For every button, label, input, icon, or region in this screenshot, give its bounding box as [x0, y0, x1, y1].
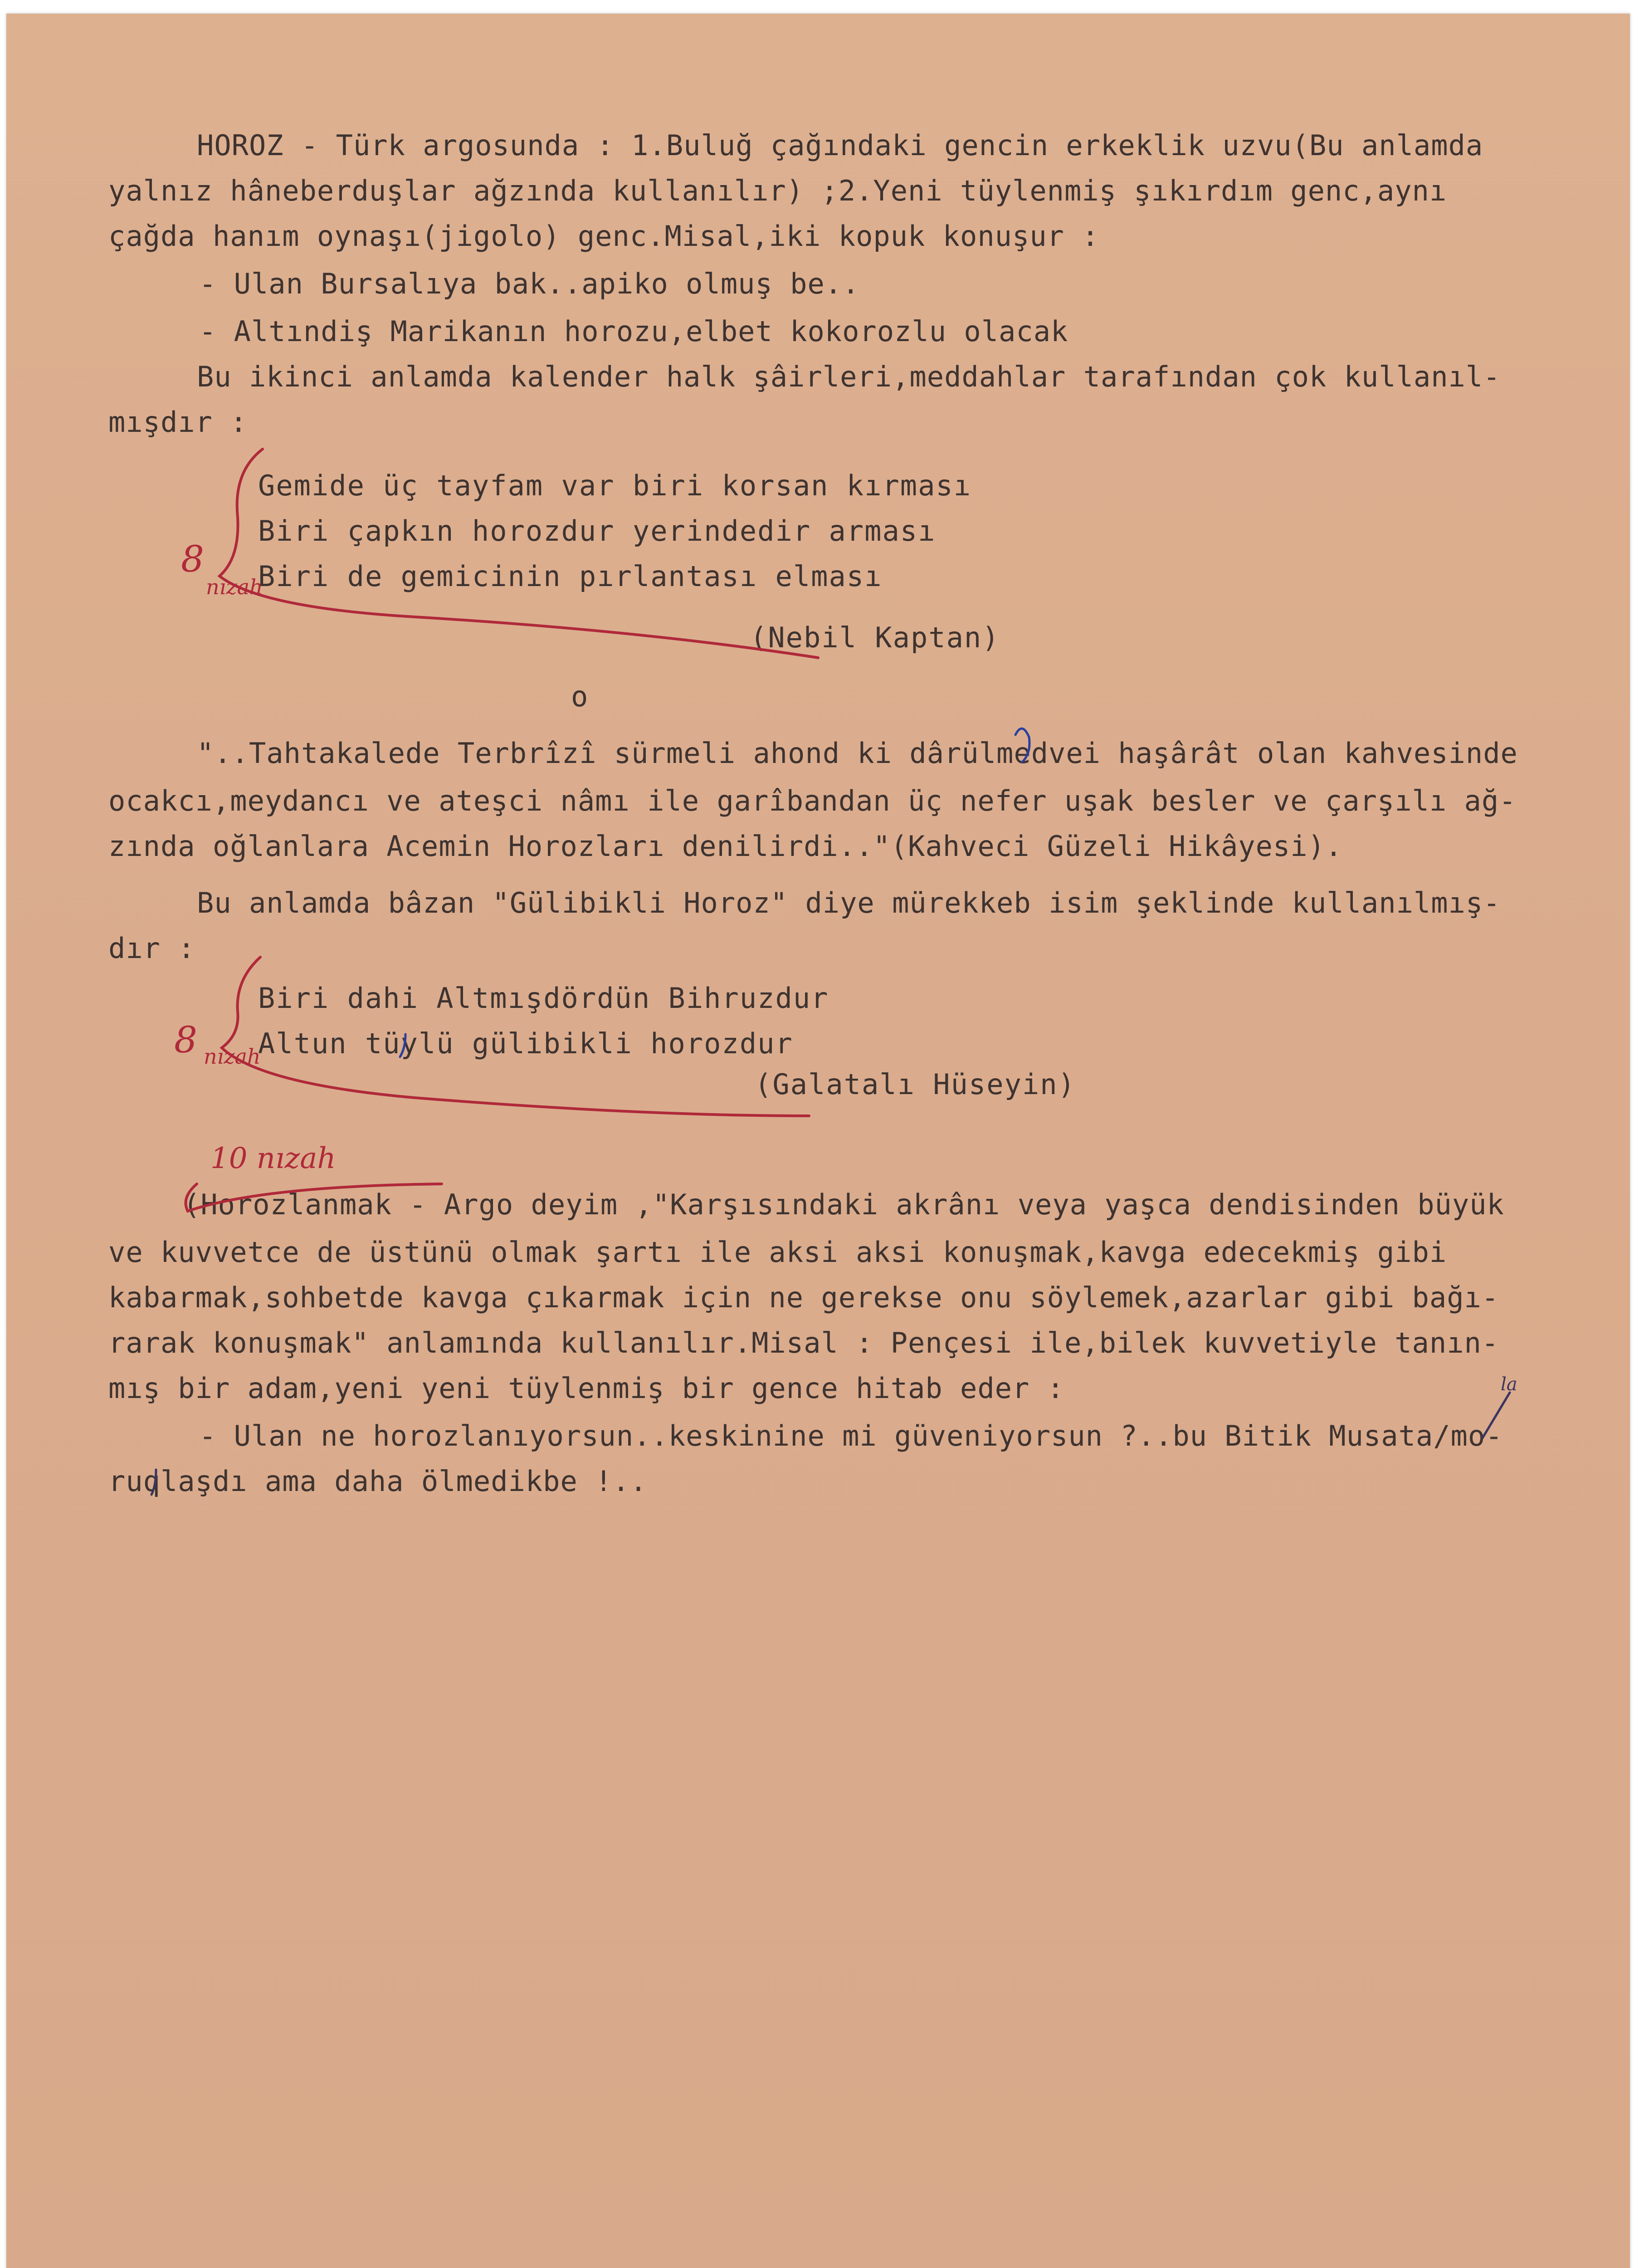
entry2-line-5: mış bir adam,yeni yeni tüylenmiş bir gence hitab eder :: [108, 1372, 1064, 1405]
entry2-line-6: - Ulan ne horozlanıyorsun..keskinine mi güveniyorsun ?..bu Bitik Musata/mo-: [199, 1419, 1503, 1452]
poem2-red-note: nızah: [204, 1044, 261, 1069]
poem2-red-bracket: [222, 957, 809, 1116]
poem2-line-2: Altun tüylü gülibikli horozdur: [258, 1027, 793, 1060]
poem1-line-1: Gemide üç tayfam var biri korsan kırması: [258, 469, 972, 502]
blue-insert-note: la: [1501, 1374, 1517, 1395]
blue-underline-mark: [400, 1034, 405, 1057]
entry2-line-4: rarak konuşmak" anlamında kullanılır.Misal : Pençesi ile,bilek kuvvetiyle tanın-: [108, 1326, 1499, 1359]
entry-line-6: Bu ikinci anlamda kalender halk şâirleri,meddahlar tarafından çok kullanıl-: [197, 360, 1501, 393]
entry2-red-note: 10 nızah: [210, 1142, 336, 1175]
poem1-line-2: Biri çapkın horozdur yerindedir arması: [258, 514, 936, 547]
blue-correction-mark: [1015, 728, 1029, 762]
entry-line-2: yalnız hâneberduşlar ağzında kullanılır) ;2.Yeni tüylenmiş şıkırdım genc,aynı: [108, 174, 1447, 207]
blue-slash-mark: [1483, 1393, 1510, 1438]
editorial-marks: [6, 14, 1630, 2268]
poem1-red-bracket: [220, 449, 818, 658]
entry2-line-2: ve kuvvetce de üstünü olmak şartı ile aksi aksi konuşmak,kavga edecekmiş gibi: [108, 1236, 1447, 1269]
entry2-line-1: (Horozlanmak - Argo deyim ,"Karşısındaki akrânı veya yaşca dendisinden büyük: [183, 1188, 1504, 1221]
para2-line-1: Bu anlamda bâzan "Gülibikli Horoz" diye mürekkeb isim şeklinde kullanılmış-: [197, 886, 1501, 919]
poem1-attribution: (Nebil Kaptan): [750, 621, 1000, 654]
paper-sheet: [6, 14, 1630, 2268]
para2-line-2: dır :: [108, 932, 195, 965]
entry2-red-bracket: [186, 1184, 442, 1211]
entry-line-3: çağda hanım oynaşı(jigolo) genc.Misal,iki kopuk konuşur :: [108, 220, 1099, 253]
entry2-line-7: ruqlaşdı ama daha ölmedikbe !..: [108, 1465, 648, 1498]
quote-line-3: zında oğlanlara Acemin Horozları denilirdi.."(Kahveci Güzeli Hikâyesi).: [108, 830, 1343, 863]
quote-line-2: ocakcı,meydancı ve ateşci nâmı ile garîbandan üç nefer uşak besler ve çarşılı ağ-: [108, 784, 1517, 817]
entry-line-4: - Ulan Bursalıya bak..apiko olmuş be..: [199, 267, 860, 300]
quote-line-1: "..Tahtakalede Terbrîzî sürmeli ahond ki dârülmedvei haşârât olan kahvesinde: [197, 737, 1518, 770]
entry-line-7: mışdır :: [108, 406, 248, 439]
blue-tail-mark: [151, 1470, 156, 1495]
poem1-line-3: Biri de gemicinin pırlantası elması: [258, 560, 883, 593]
poem2-red-number: 8: [174, 1019, 197, 1061]
entry2-line-3: kabarmak,sohbetde kavga çıkarmak için ne gerekse onu söylemek,azarlar gibi bağı-: [108, 1281, 1499, 1314]
entry-line-5: - Altındiş Marikanın horozu,elbet kokorozlu olacak: [199, 315, 1068, 348]
poem1-red-number: 8: [181, 538, 204, 580]
poem2-line-1: Biri dahi Altmışdördün Bihruzdur: [258, 982, 829, 1015]
entry-line-1: HOROZ - Türk argosunda : 1.Buluğ çağındaki gencin erkeklik uzvu(Bu anlamda: [197, 129, 1483, 162]
section-separator: o: [571, 680, 589, 713]
poem1-red-note: nızah: [206, 575, 263, 599]
poem2-attribution: (Galatalı Hüseyin): [755, 1068, 1076, 1101]
